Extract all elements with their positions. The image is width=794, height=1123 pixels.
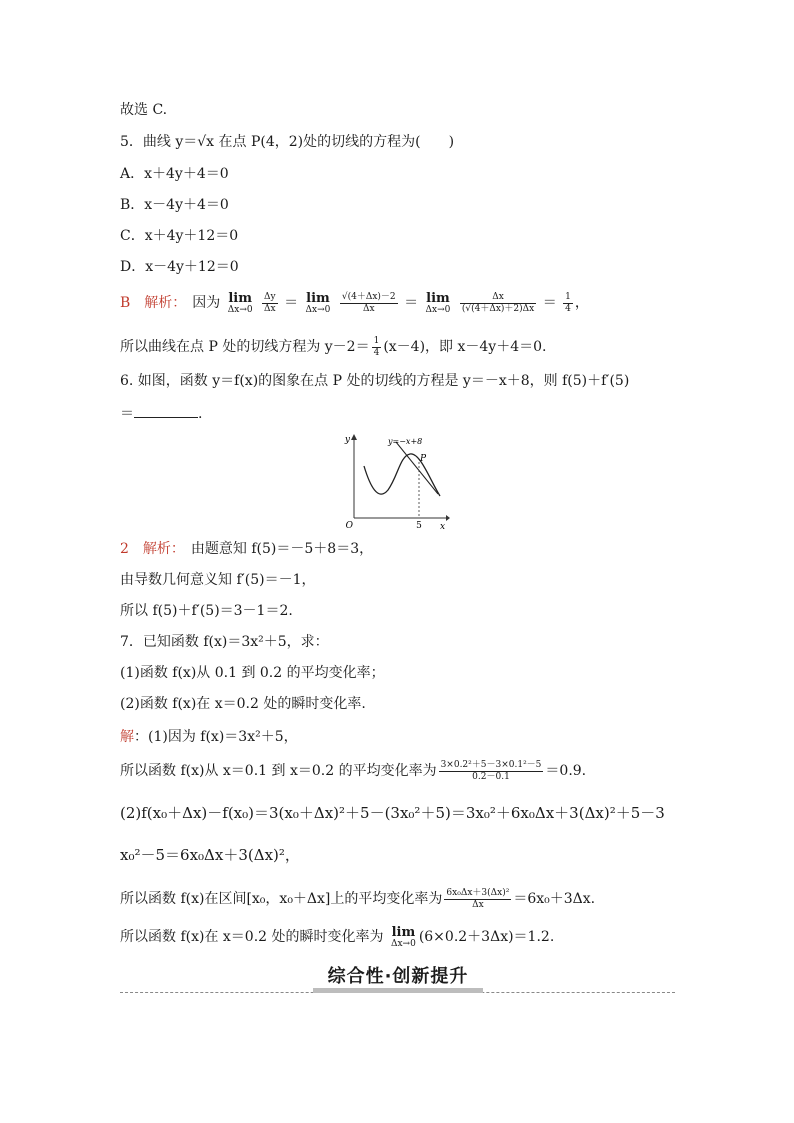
answer-blank: [134, 403, 198, 418]
lim-sub: Δx→0: [425, 304, 451, 315]
line-conclusion: 故选 C.: [120, 102, 168, 118]
text: 因为: [192, 295, 221, 311]
limit: [228, 292, 253, 315]
den: Δx: [362, 303, 375, 314]
point-p-label: P: [420, 454, 427, 464]
section-header: [120, 960, 675, 996]
text: ：(1)因为 f(x)＝3x²＋5，: [134, 729, 298, 745]
eq: ＝: [120, 406, 134, 422]
option-d: D．x－4y＋12＝0: [120, 259, 239, 275]
den: Δx: [264, 303, 276, 314]
question-5: 5．曲线 y＝√x 在点 P(4，2)处的切线的方程为( ): [120, 134, 455, 150]
text: 由题意知 f(5)＝－5＋8＝3，: [190, 541, 374, 557]
num: 1: [373, 335, 380, 346]
num: √(4＋Δx)－2: [341, 291, 396, 302]
lim: lim: [228, 290, 252, 306]
answer-5: [120, 288, 589, 318]
x-axis-label: x: [440, 522, 446, 532]
lim-sub: Δx→0: [390, 938, 416, 949]
section-underline-bar: [313, 988, 483, 993]
text: (x－4)，即 x－4y＋4＝0.: [383, 339, 547, 355]
y-axis-label: y: [344, 435, 350, 445]
analysis-label: 解析：: [144, 295, 187, 311]
option-c: C．x＋4y＋12＝0: [120, 228, 239, 244]
fraction: [262, 292, 278, 315]
text: 所以函数 f(x)在区间[x₀，x₀＋Δx]上的平均变化率为: [120, 891, 443, 907]
fraction: [563, 292, 573, 315]
y-axis-arrow: [351, 434, 357, 440]
limit: [426, 292, 451, 315]
limit: [306, 292, 331, 315]
question-6-blank-line: [120, 403, 202, 424]
answer-7-line-3: (2)f(x₀＋Δx)－f(x₀)＝3(x₀＋Δx)²＋5－(3x₀²＋5)＝3x₀²＋6x₀Δx＋3(Δx)²＋5－3: [120, 804, 665, 822]
limit: [391, 926, 416, 949]
fraction: [439, 760, 544, 783]
den: 4: [373, 347, 380, 358]
period: .: [198, 406, 203, 422]
lim: lim: [391, 924, 416, 940]
fraction: [444, 888, 511, 911]
lim: lim: [426, 290, 450, 306]
lim: lim: [306, 290, 330, 306]
text: 所以函数 f(x)在 x＝0.2 处的瞬时变化率为: [120, 929, 384, 945]
fraction: [460, 292, 536, 315]
answer-7-line-6: [120, 922, 554, 952]
eq: ＝: [404, 295, 419, 311]
text: 所以曲线在点 P 处的切线方程为 y－2＝: [120, 339, 370, 355]
function-graph: [340, 432, 450, 532]
option-b: B．x－4y＋4＝0: [120, 197, 229, 213]
answer-6-line-2: 由导数几何意义知 f′(5)＝－1，: [120, 572, 316, 588]
tangent-label: y=−x+8: [388, 437, 423, 446]
x-axis-arrow: [446, 515, 450, 521]
eq: ＝: [284, 295, 299, 311]
fraction: [372, 336, 382, 359]
question-6: 6. 如图，函数 y＝f(x)的图象在点 P 处的切线的方程是 y＝－x＋8，则 f(5)＋f′(5): [120, 373, 630, 389]
question-7: 7．已知函数 f(x)＝3x²＋5，求：: [120, 634, 329, 650]
eq: ＝: [542, 295, 557, 311]
answer-6-line-3: 所以 f(5)＋f′(5)＝3－1＝2.: [120, 603, 293, 619]
answer-7-line-4: x₀²－5＝6x₀Δx＋3(Δx)²，: [120, 846, 300, 864]
num: Δx: [460, 292, 536, 304]
lim-sub: Δx→0: [227, 304, 253, 315]
option-a: A．x＋4y＋4＝0: [120, 166, 229, 182]
answer-letter: B: [120, 295, 131, 311]
analysis-label: 解析：: [142, 541, 185, 557]
answer-7-line-5: [120, 884, 595, 914]
function-curve: [364, 454, 440, 496]
question-7-part-2: (2)函数 f(x)在 x＝0.2 处的瞬时变化率.: [120, 696, 366, 712]
den: Δx: [472, 899, 484, 910]
den: (√(4＋Δx)＋2)Δx: [461, 303, 535, 314]
fraction: [340, 292, 398, 315]
answer-7-line-1: [120, 727, 298, 747]
comma: ，: [574, 295, 589, 311]
answer-6: [120, 539, 373, 559]
num: 6x₀Δx＋3(Δx)²: [446, 887, 510, 898]
lim-sub: Δx→0: [305, 304, 331, 315]
num: Δy: [264, 291, 276, 302]
den: 0.2－0.1: [472, 771, 510, 782]
section-title: 综合性·创新提升: [327, 966, 469, 987]
origin-label: O: [345, 521, 353, 531]
tick-label-5: 5: [416, 521, 422, 531]
text: (6×0.2＋3Δx)＝1.2.: [418, 929, 555, 945]
answer-5-line-2: [120, 334, 546, 360]
question-7-part-1: (1)函数 f(x)从 0.1 到 0.2 的平均变化率；: [120, 665, 385, 681]
num: 1: [565, 291, 571, 302]
answer-value: 2: [120, 541, 129, 557]
tangent-line: [396, 442, 438, 494]
text: ＝0.9.: [545, 763, 587, 779]
solution-label: 解: [120, 729, 134, 745]
text: ＝6x₀＋3Δx.: [513, 891, 596, 907]
text: 所以函数 f(x)从 x＝0.1 到 x＝0.2 的平均变化率为: [120, 763, 437, 779]
den: 4: [565, 303, 571, 314]
answer-7-line-2: [120, 756, 586, 786]
num: 3×0.2²＋5－3×0.1²－5: [440, 759, 542, 770]
